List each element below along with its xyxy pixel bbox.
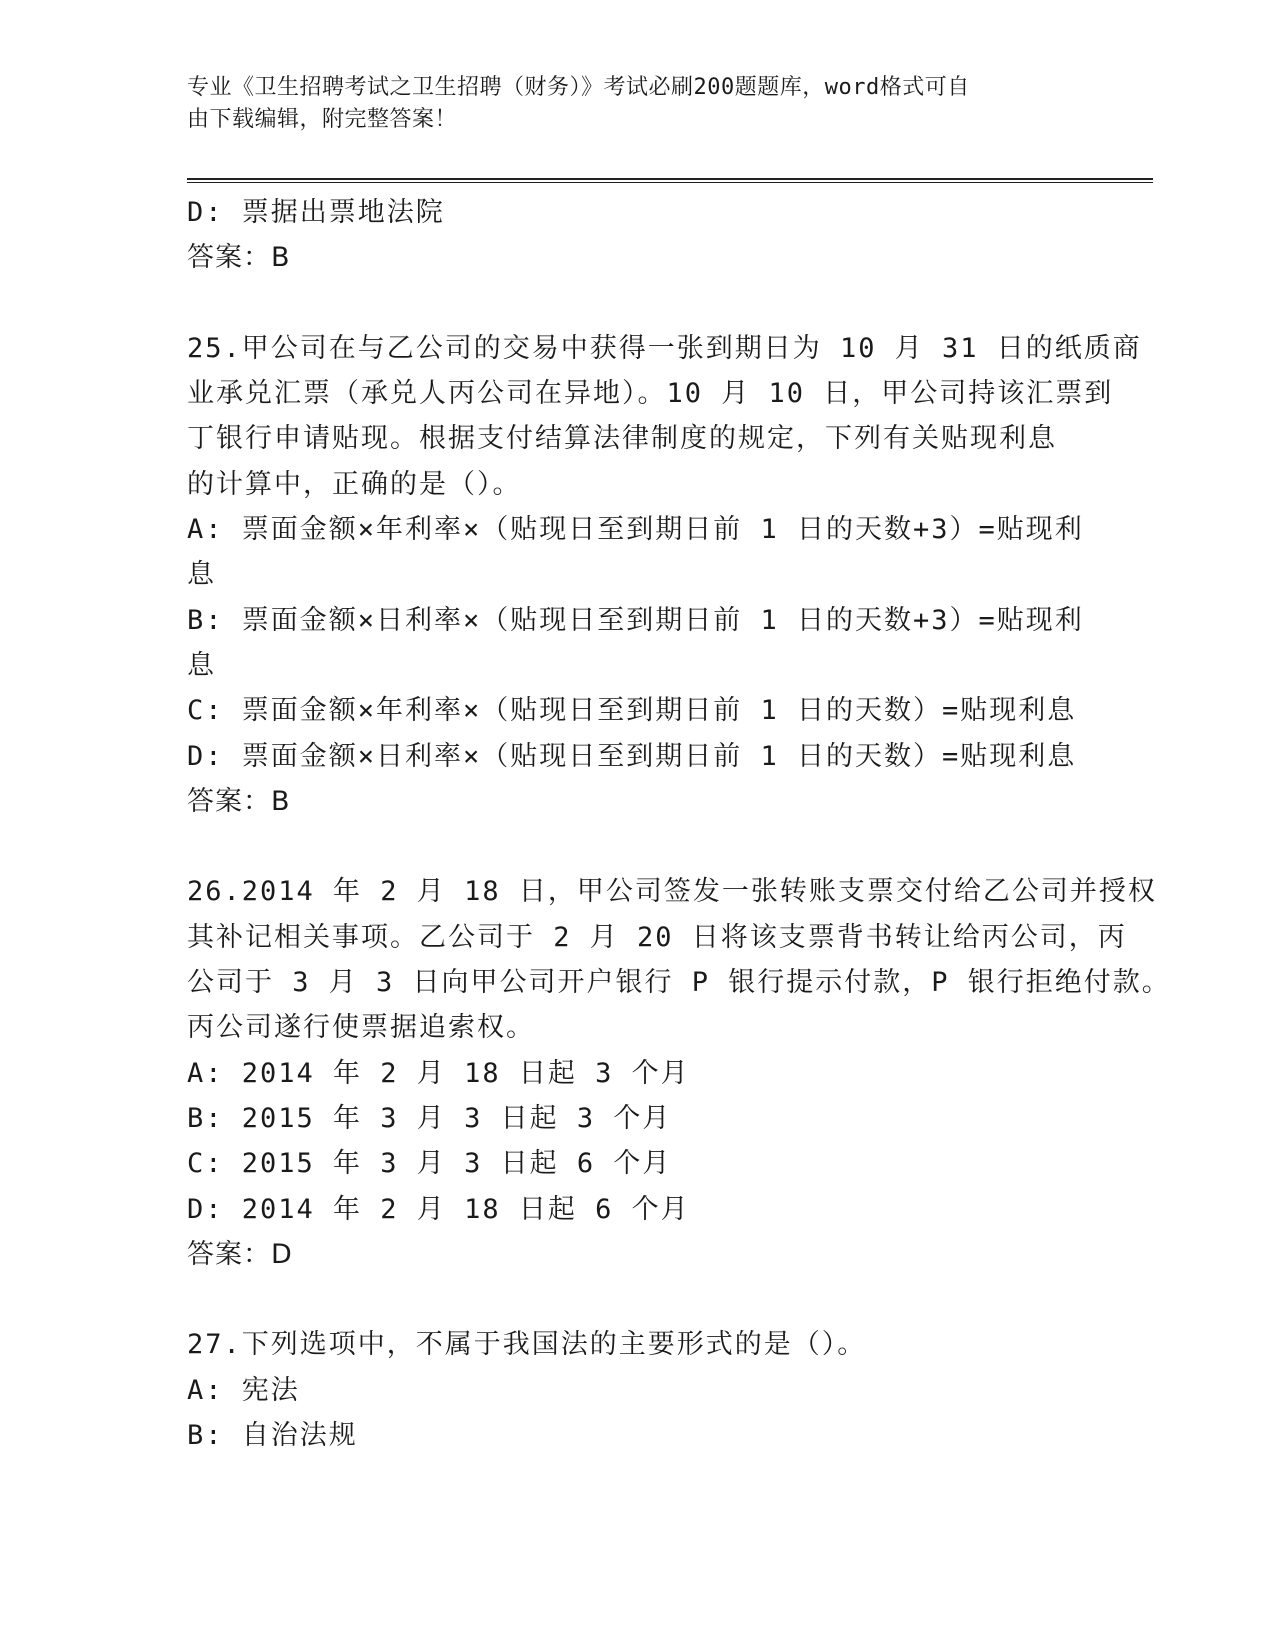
answer-line: 答案：D [187,1238,293,1270]
question-text-line: 业承兑汇票（承兑人丙公司在异地）。10 月 10 日，甲公司持该汇票到 [187,378,1114,410]
header-rule-thick [187,178,1153,180]
document-body [187,190,1171,1458]
paragraph-gap [187,1277,1087,1322]
question-text-line: 26.2014 年 2 月 18 日，甲公司签发一张转账支票交付给乙公司并授权 [187,876,1157,908]
option-text-line: C: 票面金额×年利率×（贴现日至到期日前 1 日的天数）=贴现利息 [187,695,1077,727]
paragraph-gap [187,281,1087,326]
option-text-line: A: 票面金额×年利率×（贴现日至到期日前 1 日的天数+3）=贴现利 [187,514,1084,546]
question-text-line: 27.下列选项中，不属于我国法的主要形式的是（）。 [187,1329,867,1361]
option-text-line: B: 票面金额×日利率×（贴现日至到期日前 1 日的天数+3）=贴现利 [187,604,1084,636]
option-text-line: D: 票面金额×日利率×（贴现日至到期日前 1 日的天数）=贴现利息 [187,740,1077,772]
option-text-line: B: 2015 年 3 月 3 日起 3 个月 [187,1102,672,1134]
option-text-line: 息 [187,559,216,591]
question-text-line: 的计算中，正确的是（）。 [187,468,522,500]
option-text-line: A: 2014 年 2 月 18 日起 3 个月 [187,1057,690,1089]
question-text-line: 丁银行申请贴现。根据支付结算法律制度的规定，下列有关贴现利息 [187,423,1057,455]
question-text-line: 其补记相关事项。乙公司于 2 月 20 日将该支票背书转让给丙公司，丙 [187,921,1127,953]
answer-line: 答案：B [187,785,291,817]
option-text-line: C: 2015 年 3 月 3 日起 6 个月 [187,1148,672,1180]
question-text-line: 25.甲公司在与乙公司的交易中获得一张到期日为 10 月 31 日的纸质商 [187,332,1142,364]
question-text-line: 公司于 3 月 3 日向甲公司开户银行 P 银行提示付款，P 银行拒绝付款。 [187,967,1171,999]
question-text-line: 丙公司遂行使票据追索权。 [187,1012,535,1044]
option-text-line: D: 票据出票地法院 [187,197,445,228]
option-text-line: 息 [187,649,216,681]
header-line-1: 专业《卫生招聘考试之卫生招聘（财务）》考试必刷200题题库，word格式可自 [187,75,970,100]
option-text-line: B: 自治法规 [187,1420,358,1452]
page-header [187,72,1087,136]
option-text-line: D: 2014 年 2 月 18 日起 6 个月 [187,1193,690,1225]
header-line-2: 由下载编辑，附完整答案！ [187,107,458,132]
header-rule-thin [187,182,1153,183]
paragraph-gap [187,824,1087,869]
option-text-line: A: 宪法 [187,1374,300,1406]
answer-line: 答案：B [187,242,291,274]
